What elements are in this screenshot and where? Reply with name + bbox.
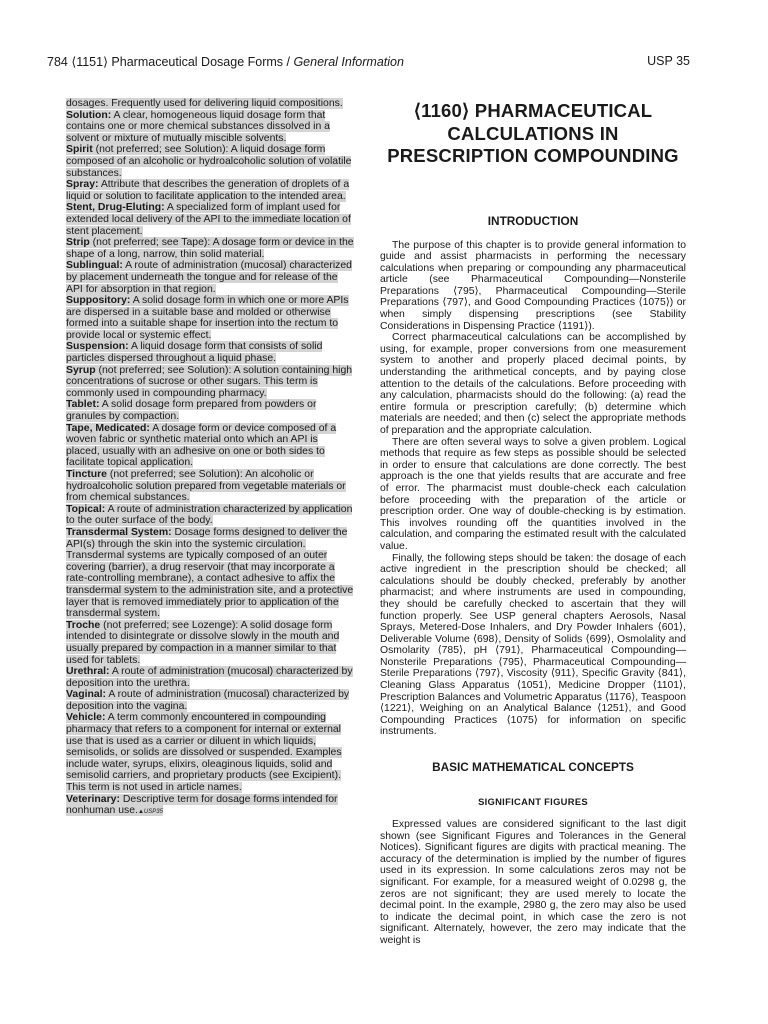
- glossary-entry: Spirit (not preferred; see Solution): A liquid dosage form composed of an alcoholic or hydroalcoholic solution of volatile substances.: [66, 144, 352, 179]
- publication-label: USP 35: [647, 54, 690, 68]
- chapter-title: [380, 100, 686, 168]
- glossary-entry: Sublingual: A route of administration (mucosal) characterized by placement underneath the tongue and for release of the API for absorption in that region.: [66, 260, 352, 295]
- significant-figures-heading: SIGNIFICANT FIGURES: [478, 796, 588, 808]
- glossary-entry: Suspension: A liquid dosage form that consists of solid particles dispersed throughout a liquid phase.: [66, 341, 323, 365]
- glossary-entry: Topical: A route of administration characterized by application to the outer surface of the body.: [66, 503, 353, 527]
- glossary-entry: Strip (not preferred; see Tape): A dosage form or device in the shape of a long, narrow, thin solid material.: [66, 237, 354, 260]
- glossary-entry: Vaginal: A route of administration (mucosal) characterized by deposition into the vagina.: [66, 689, 350, 712]
- running-head-section: General Information: [293, 55, 404, 69]
- glossary-entry: Syrup (not preferred; see Solution): A solution containing high concentrations of sucrose or other sugars. This term is commonly used in compounding pharmacy.: [66, 364, 353, 399]
- glossary-entry: Troche (not preferred; see Lozenge): A solid dosage form intended to disintegrate or dissolve slowly in the mouth and usually prepared by compaction in a manner similar to that used for tablets.: [66, 619, 340, 666]
- glossary-entry: Solution: A clear, homogeneous liquid dosage form that contains one or more chemical substances dissolved in a solvent or mixture of mutually miscible solvents.: [66, 109, 330, 144]
- basic-concepts-heading: BASIC MATHEMATICAL CONCEPTS: [432, 760, 634, 775]
- chapter-title-line: PRESCRIPTION COMPOUNDING: [387, 145, 679, 166]
- glossary-entry: Transdermal System: Dosage forms designed to deliver the API(s) through the skin into the systemic circulation. Transdermal systems are typically composed of an outer covering (barrier), a drug reservoir (that may incorporate a rate-controlling membrane), a contact adhesive to affix the transdermal system to the administration site, and a protective layer that is removed immediately prior to application of the transdermal system.: [66, 526, 354, 620]
- intro-paragraph: Finally, the following steps should be taken: the dosage of each active ingredient in the prescription should be checked; all calculations should be doubly checked, preferably by another pharmacist; and where instruments are used in compounding, they should be carefully checked to ascertain that they will function properly. See USP general chapters Aerosols, Nasal Sprays, Metered-Dose Inhalers, and Dry Powder Inhalers ⟨601⟩, Deliverable Volume ⟨698⟩, Density of Solids ⟨699⟩, Osmolality and Osmolarity ⟨785⟩, pH ⟨791⟩, Pharmaceutical Compounding—Nonsterile Preparations ⟨795⟩, Pharmaceutical Compounding—Sterile Preparations ⟨797⟩, Viscosity ⟨911⟩, Specific Gravity ⟨841⟩, Cleaning Glass Apparatus ⟨1051⟩, Medicine Dropper ⟨1101⟩, Prescription Balances and Volumetric Apparatus ⟨1176⟩, Teaspoon ⟨1221⟩, Weighing on an Analytical Balance ⟨1251⟩, and Good Compounding Practices ⟨1075⟩ for information on specific instruments.: [380, 552, 686, 738]
- glossary-entry: Tablet: A solid dosage form prepared from powders or granules by compaction.: [66, 399, 317, 423]
- significant-figures-paragraph: Expressed values are considered significant to the last digit shown (see Significant Figures and Tolerances in the General Notices). Significant figures are digits with practical meaning. The accuracy of the determination is implied by the number of figures used in its expression. In some calculations zeros may not be significant. For example, for a measured weight of 0.0298 g, the zeros are not significant; they are used merely to locate the decimal point. In the example, 2980 g, the zero may also be used to indicate the decimal point, in which case the zero is not significant. Alternately, however, the zero may indicate that the weight is: [380, 819, 686, 946]
- page-header: [47, 54, 690, 76]
- intro-paragraph: Correct pharmaceutical calculations can be accomplished by using, for example, proper conversions from one measurement system to another and properly placed decimal points, by understanding the arithmetical concepts, and by paying close attention to the details of the calculations. Before proceeding with any calculation, pharmacists should do the following: (a) read the entire formula or prescription carefully; (b) determine which materials are needed; and then (c) select the appropriate methods of preparation and the appropriate calculation.: [380, 332, 686, 436]
- revision-end-mark: ▲USP35: [137, 809, 163, 816]
- intro-paragraph: The purpose of this chapter is to provide general information to guide and assist pharmacists in performing the necessary calculations when preparing or compounding any pharmaceutical article (see Pharmaceutical Compounding—Nonsterile Preparations ⟨795⟩, Pharmaceutical Compounding—Sterile Preparations ⟨797⟩, and Good Compounding Practices ⟨1075⟩) or when simply dispensing prescriptions (see Stability Considerations in Dispensing Practice ⟨1191⟩).: [380, 239, 686, 332]
- glossary-entry: Suppository: A solid dosage form in which one or more APIs are dispersed in a suitable base and molded or otherwise formed into a suitable shape for insertion into the rectum to provide local or systemic effect.: [66, 295, 349, 341]
- glossary-entry: dosages. Frequently used for delivering liquid compositions.: [66, 98, 343, 109]
- running-head: [47, 54, 404, 69]
- glossary-entry: Veterinary: Descriptive term for dosage forms intended for nonhuman use.▲USP35: [66, 793, 338, 817]
- glossary-entry: Spray: Attribute that describes the generation of droplets of a liquid or solution to facilitate application to the intended area.: [66, 179, 350, 202]
- glossary-entry: Urethral: A route of administration (mucosal) characterized by deposition into the urethra.: [66, 666, 353, 689]
- glossary-entry: Tape, Medicated: A dosage form or device composed of a woven fabric or synthetic material onto which an API is placed, usually with an adhesive on one or both sides to facilitate topical application.: [66, 422, 337, 469]
- chapter-title-line: ⟨1160⟩ PHARMACEUTICAL: [413, 100, 653, 121]
- introduction-heading: INTRODUCTION: [487, 213, 579, 228]
- intro-paragraph: There are often several ways to solve a given problem. Logical methods that require as few steps as possible should be selected in order to ensure that calculations are done correctly. The best approach is the one that yields results that are accurate and free of error. The pharmacist must double-check each calculation before proceeding with the preparation of the article or prescription order. One way of double-checking is by estimation. This involves rounding off the quantities involved in the calculation, and comparing the estimated result with the calculated value.: [380, 436, 686, 552]
- glossary-entry: Vehicle: A term commonly encountered in compounding pharmacy that refers to a component for internal or external use that is used as a carrier or diluent in which liquids, semisolids, or solids are dissolved or suspended. Examples include water, syrups, elixirs, oleaginous liquids, solid and semisolid carriers, and proprietary products (see Excipient). This term is not used in article names.: [66, 712, 342, 794]
- glossary-entry: Tincture (not preferred; see Solution): An alcoholic or hydroalcoholic solution prepared from vegetable materials or from chemical substances.: [66, 469, 346, 504]
- chapter-title-line: CALCULATIONS IN: [447, 122, 619, 144]
- running-head-text: 784 ⟨1151⟩ Pharmaceutical Dosage Forms /: [47, 55, 294, 69]
- glossary-entry: Stent, Drug-Eluting: A specialized form of implant used for extended local delivery of the API to the immediate location of stent placement.: [66, 202, 351, 237]
- glossary-column: [66, 98, 354, 819]
- chapter-column: [380, 100, 686, 947]
